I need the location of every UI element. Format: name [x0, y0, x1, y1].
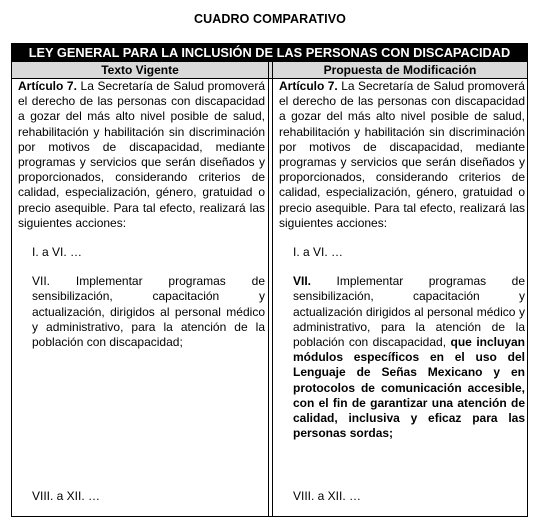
comparison-table: [11, 43, 528, 517]
current-text-column: [18, 79, 265, 350]
item-range-last-left-wrap: [18, 489, 265, 504]
column-header-proposed-text: Propuesta de Modificación: [323, 63, 477, 77]
item-range-first: I. a VI. …: [293, 245, 344, 260]
column-divider: [272, 62, 273, 516]
article-paragraph: [279, 79, 525, 231]
column-headers: [12, 62, 527, 79]
article-text: La Secretaría de Salud promoverá el derecho de las personas con discapacidad a gozar del más alto nivel posible de salud, rehabilitación y habilitación sin discriminación por motivos de discapacidad, mediante programas y servicios que serán diseñados y proporcionados, considerando criterios de calidad, especialización, género, gratuidad o precio asequible. Para tal efecto, realizará las siguientes acciones:: [18, 79, 265, 230]
document-title: CUADRO COMPARATIVO: [193, 12, 347, 26]
article-paragraph: [18, 79, 265, 231]
fraction-vii-text: Implementar programas de sensibilización, capacitación y actualización dirigidos al personal médico y administrativo, para la atención de la población con discapacidad,: [293, 274, 525, 350]
article-label: Artículo 7.: [18, 79, 77, 93]
fraction-vii-added-text: que incluyan módulos específicos en el uso del Lenguaje de Señas Mexicano y en protocolos de comunicación accesible, con el fin de garantizar una atención de calidad, inclusiva y eficaz para las personas sordas;: [293, 335, 525, 441]
item-range-last-right-wrap: [279, 489, 525, 504]
item-range-first: I. a VI. …: [32, 245, 83, 260]
fraction-vii-text: Implementar programas de sensibilización, capacitación y actualización, dirigidos al personal médico y administrativo, para la atención de la población con discapacidad;: [32, 274, 265, 350]
article-text: La Secretaría de Salud promoverá el derecho de las personas con discapacidad a gozar del más alto nivel posible de salud, rehabilitación y habilitación sin discriminación por motivos de discapacidad, mediante programas y servicios que serán diseñados y proporcionados, considerando criterios de calidad, especialización, género, gratuidad o precio asequible. Para tal efecto, realizará las siguientes acciones:: [279, 79, 525, 230]
fraction-vii-label: VII.: [32, 274, 51, 289]
column-header-current-text: Texto Vigente: [101, 63, 179, 77]
item-range-last: VIII. a XII. …: [32, 489, 101, 503]
fraction-vii-paragraph: [279, 274, 525, 441]
fraction-vii-label: VII.: [293, 274, 312, 289]
article-label: Artículo 7.: [279, 79, 338, 93]
column-divider: [268, 62, 269, 516]
proposed-text-column: [279, 79, 525, 441]
item-range-last: VIII. a XII. …: [293, 489, 362, 503]
law-title-header: LEY GENERAL PARA LA INCLUSIÓN DE LAS PERSONAS CON DISCAPACIDAD: [12, 44, 527, 62]
fraction-vii-paragraph: [18, 274, 265, 350]
